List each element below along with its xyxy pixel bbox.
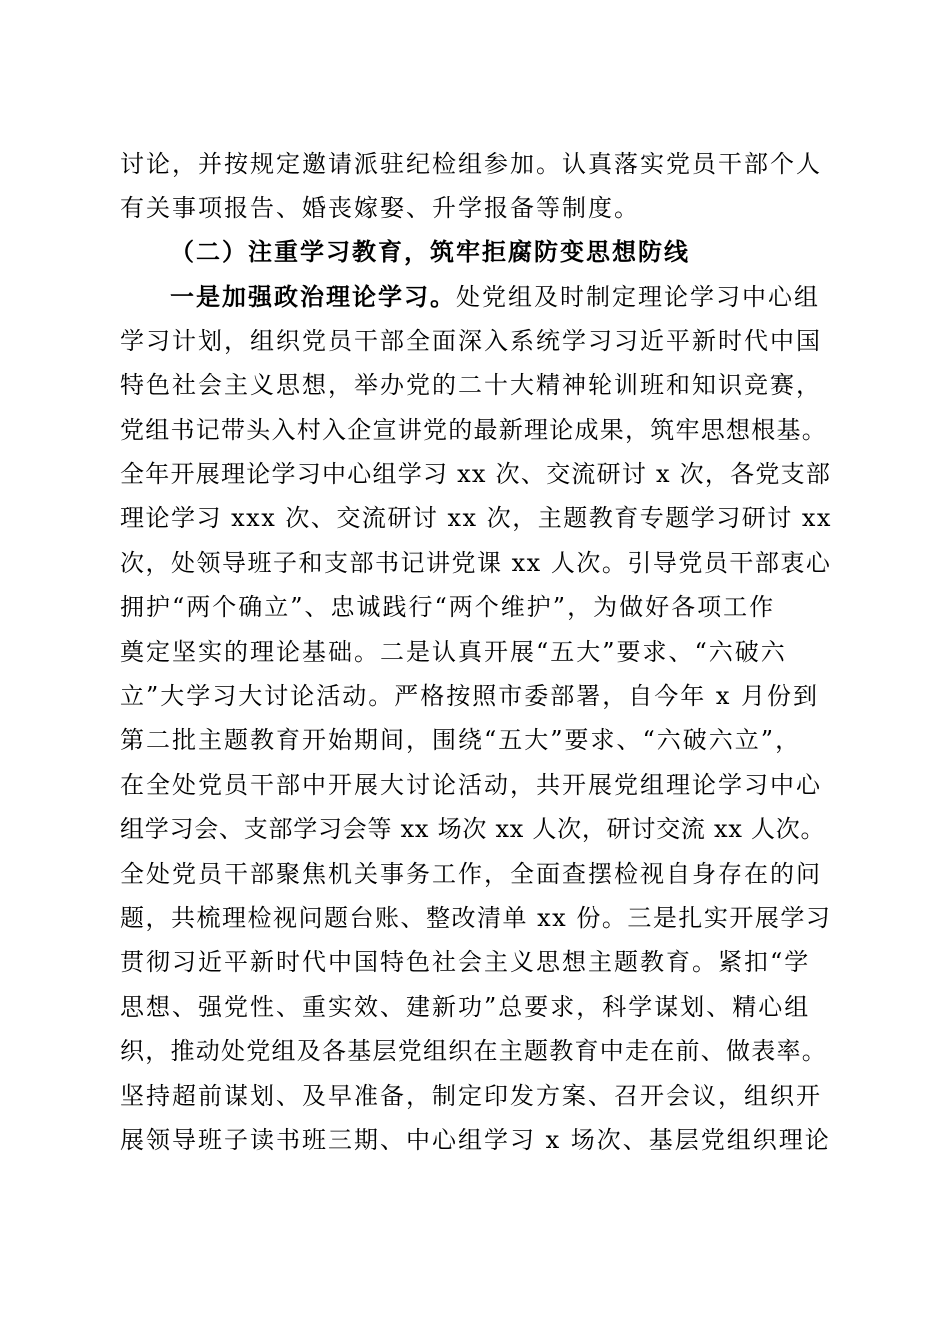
text-line-23: 展领导班子读书班三期、中心组学习 x 场次、基层党组织理论 — [120, 1126, 831, 1154]
text-line-5: 学习计划，组织党员干部全面深入系统学习习近平新时代中国 — [120, 327, 822, 355]
text-line-16: 组学习会、支部学习会等 xx 场次 xx 人次，研讨交流 xx 人次。 — [120, 815, 826, 843]
text-line-9: 理论学习 xxx 次、交流研讨 xx 次，主题教育专题学习研讨 xx — [120, 504, 832, 532]
text-line-8: 全年开展理论学习中心组学习 xx 次、交流研讨 x 次，各党支部 — [120, 460, 832, 488]
text-line-19: 贯彻习近平新时代中国特色社会主义思想主题教育。紧扣“学 — [120, 948, 811, 976]
text-line-20: 思想、强党性、重实效、建新功”总要求，科学谋划、精心组 — [120, 993, 811, 1021]
text-line-4 — [170, 281, 820, 313]
section-heading: （二）注重学习教育，筑牢拒腐防变思想防线 — [170, 237, 690, 266]
text-line-18: 题，共梳理检视问题台账、整改清单 xx 份。三是扎实开展学习 — [120, 904, 832, 932]
text-line-15: 在全处党员干部中开展大讨论活动，共开展党组理论学习中心 — [120, 771, 822, 799]
text-line-2: 有关事项报告、婚丧嫁娶、升学报备等制度。 — [120, 194, 640, 222]
lead-rest: 处党组及时制定理论学习中心组 — [456, 283, 820, 311]
lead-phrase: 一是加强政治理论学习。 — [170, 282, 456, 311]
text-line-11: 拥护“两个确立”、忠诚践行“两个维护”，为做好各项工作 — [120, 593, 776, 621]
text-line-6: 特色社会主义思想，举办党的二十大精神轮训班和知识竞赛， — [120, 371, 822, 399]
text-line-21: 织，推动处党组及各基层党组织在主题教育中走在前、做表率。 — [120, 1037, 827, 1065]
text-line-10: 次，处领导班子和支部书记讲党课 xx 人次。引导党员干部衷心 — [120, 549, 832, 577]
text-line-22: 坚持超前谋划、及早准备，制定印发方案、召开会议，组织开 — [120, 1082, 822, 1110]
text-line-12: 奠定坚实的理论基础。二是认真开展“五大”要求、“六破六 — [120, 638, 787, 666]
text-line-13: 立”大学习大讨论活动。严格按照市委部署，自今年 x 月份到 — [120, 682, 820, 710]
text-line-7: 党组书记带头入村入企宣讲党的最新理论成果，筑牢思想根基。 — [120, 416, 827, 444]
text-line-17: 全处党员干部聚焦机关事务工作，全面查摆检视自身存在的问 — [120, 860, 822, 888]
text-line-1: 讨论，并按规定邀请派驻纪检组参加。认真落实党员干部个人 — [120, 150, 822, 178]
text-line-14: 第二批主题教育开始期间，围绕“五大”要求、“六破六立”， — [120, 726, 802, 754]
